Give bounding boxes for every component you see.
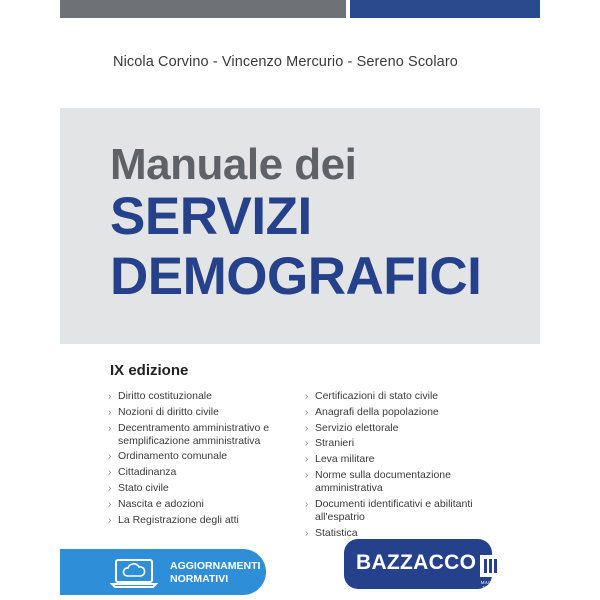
svg-text:EDITORE: EDITORE — [482, 585, 502, 590]
topic-item: › Servizio elettorale — [305, 422, 505, 435]
topic-item: › Leva militare — [305, 453, 505, 466]
topic-item: › Stato civile — [108, 482, 288, 495]
topic-item: › Anagrafi della popolazione — [305, 406, 505, 419]
topic-item: › Nascita e adozioni — [108, 498, 288, 511]
topic-item: › Documenti identificativi e abilitanti all'espatrio — [305, 498, 505, 524]
topics-list-right — [305, 390, 505, 542]
top-stripe-gray — [60, 0, 346, 18]
publisher-name: BAZZACCO — [356, 551, 477, 574]
topic-item: › Statistica — [305, 527, 505, 540]
authors-line: Nicola Corvino - Vincenzo Mercurio - Sereno Scolaro — [113, 54, 458, 70]
edition-label: IX edizione — [110, 362, 189, 379]
top-stripe-blue — [350, 0, 540, 18]
topic-item: › Ordinamento comunale — [108, 450, 288, 463]
topic-item: › Certificazioni di stato civile — [305, 390, 505, 403]
svg-text:MAGGIOLI: MAGGIOLI — [480, 580, 504, 585]
title-line-2: SERVIZI — [110, 187, 312, 246]
maggioli-editore-logo — [478, 551, 508, 591]
title-line-3: DEMOGRAFICI — [110, 247, 482, 306]
cloud-laptop-icon — [110, 557, 158, 589]
topic-item: › La Registrazione degli atti — [108, 514, 288, 527]
topic-item: › Nozioni di diritto civile — [108, 406, 288, 419]
topic-item: › Decentramento amministrativo e semplificazione amministrativa — [108, 422, 288, 448]
topic-item: › Norme sulla documentazione amministrativa — [305, 469, 505, 495]
topic-item: › Diritto costituzionale — [108, 390, 288, 403]
topics-list-left — [108, 390, 288, 529]
topic-item: › Cittadinanza — [108, 466, 288, 479]
title-line-1: Manuale dei — [110, 140, 357, 189]
updates-badge-text: AGGIORNAMENTI NORMATIVI — [170, 560, 261, 585]
topic-item: › Stranieri — [305, 437, 505, 450]
